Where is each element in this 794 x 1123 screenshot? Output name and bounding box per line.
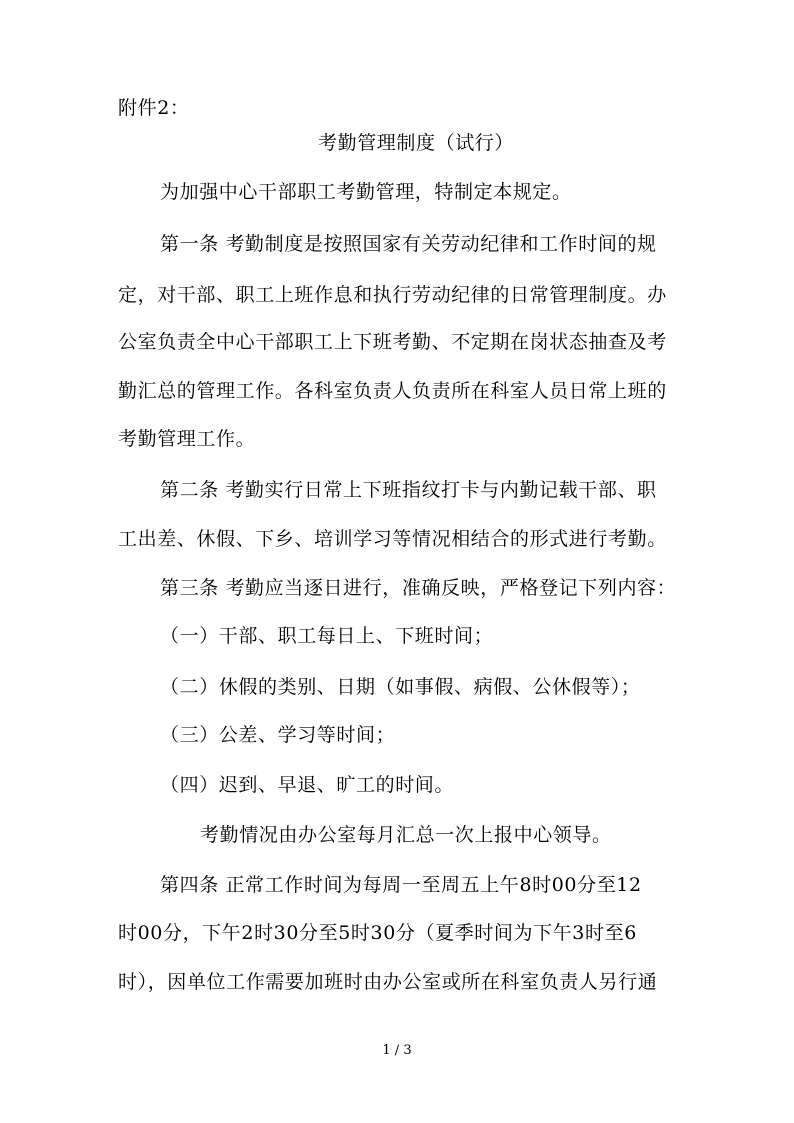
article4-line-3: 时），因单位工作需要加班时由办公室或所在科室负责人另行通	[118, 971, 658, 993]
article1-line-3: 公室负责全中心干部职工上下班考勤、不定期在岗状态抽查及考	[118, 331, 667, 353]
article1-line-1: 第一条 考勤制度是按照国家有关劳动纪律和工作时间的规	[160, 233, 657, 255]
list-item-4: （四）迟到、早退、旷工的时间。	[160, 774, 455, 796]
list-item-1: （一）干部、职工每日上、下班时间；	[160, 625, 494, 647]
article1-line-4: 勤汇总的管理工作。各科室负责人负责所在科室人员日常上班的	[118, 380, 667, 402]
article1-line-5: 考勤管理工作。	[118, 428, 256, 450]
article4-line-1: 第四条 正常工作时间为每周一至周五上午8时00分至12	[160, 874, 642, 896]
intro-paragraph: 为加强中心干部职工考勤管理，特制定本规定。	[160, 181, 572, 203]
list-item-2: （二）休假的类别、日期（如事假、病假、公休假等）；	[160, 676, 641, 698]
article2-line-2: 工出差、休假、下乡、培训学习等情况相结合的形式进行考勤。	[118, 528, 667, 550]
document-title: 考勤管理制度（试行）	[318, 132, 515, 154]
attachment-label: 附件2：	[118, 97, 190, 119]
page-number: 1 / 3	[382, 1043, 412, 1058]
article1-line-2: 定，对干部、职工上班作息和执行劳动纪律的日常管理制度。办	[118, 284, 667, 306]
summary-paragraph: 考勤情况由办公室每月汇总一次上报中心领导。	[200, 824, 612, 846]
article4-line-2: 时00分，下午2时30分至5时30分（夏季时间为下午3时至6	[118, 922, 637, 944]
article3-line: 第三条 考勤应当逐日进行，准确反映，严格登记下列内容：	[160, 577, 677, 599]
list-item-3: （三）公差、学习等时间；	[160, 724, 396, 746]
article2-line-1: 第二条 考勤实行日常上下班指纹打卡与内勤记载干部、职	[160, 479, 657, 501]
